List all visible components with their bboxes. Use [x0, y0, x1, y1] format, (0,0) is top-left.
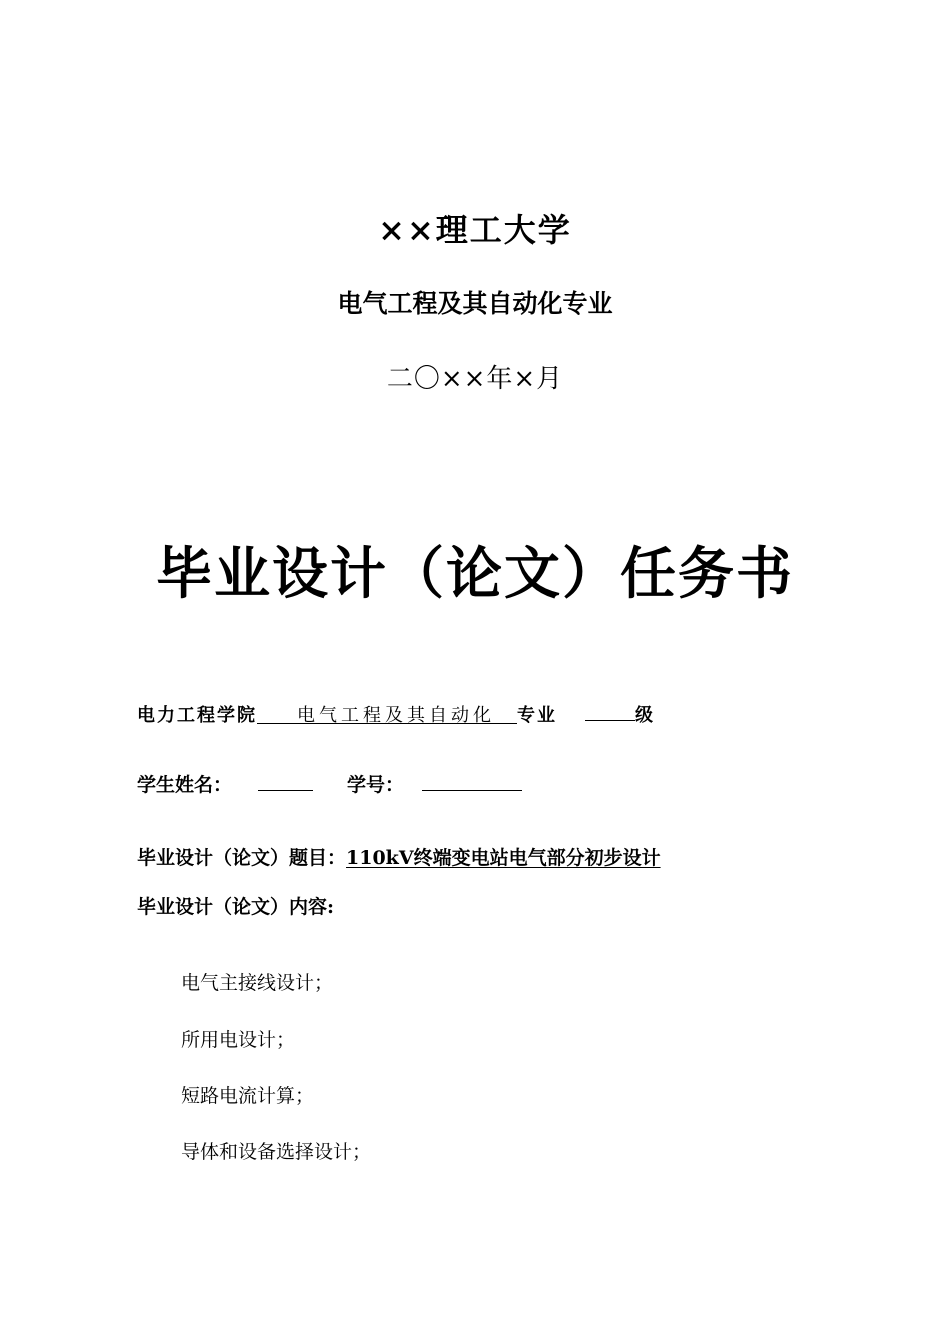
topic-row — [137, 843, 661, 870]
student-info-row — [137, 768, 522, 797]
grade-suffix: 级 — [635, 705, 655, 726]
student-id-label: 学号： — [347, 774, 405, 796]
document-title: 毕业设计（论文）任务书 — [156, 541, 794, 607]
student-id-field — [422, 768, 522, 791]
major-suffix: 专业 — [517, 705, 557, 726]
content-item: 所用电设计； — [181, 1029, 296, 1051]
grade-field — [585, 698, 635, 721]
major-heading: 电气工程及其自动化专业 — [337, 289, 613, 318]
student-name-field — [258, 768, 313, 791]
content-label: 毕业设计（论文）内容: — [137, 896, 335, 918]
major-field: 电气工程及其自动化 — [257, 701, 517, 724]
content-item: 电气主接线设计； — [181, 972, 334, 994]
document-date: 二〇××年×月 — [386, 364, 564, 394]
college-label: 电力工程学院 — [137, 705, 257, 726]
university-name: ××理工大学 — [378, 211, 572, 249]
content-item: 导体和设备选择设计； — [181, 1141, 372, 1163]
student-name-label: 学生姓名： — [137, 774, 233, 796]
content-item: 短路电流计算； — [181, 1085, 315, 1107]
college-major-row — [137, 698, 655, 727]
topic-value: 110kV终端变电站电气部分初步设计 — [346, 847, 661, 869]
topic-label: 毕业设计（论文）题目： — [137, 847, 347, 869]
